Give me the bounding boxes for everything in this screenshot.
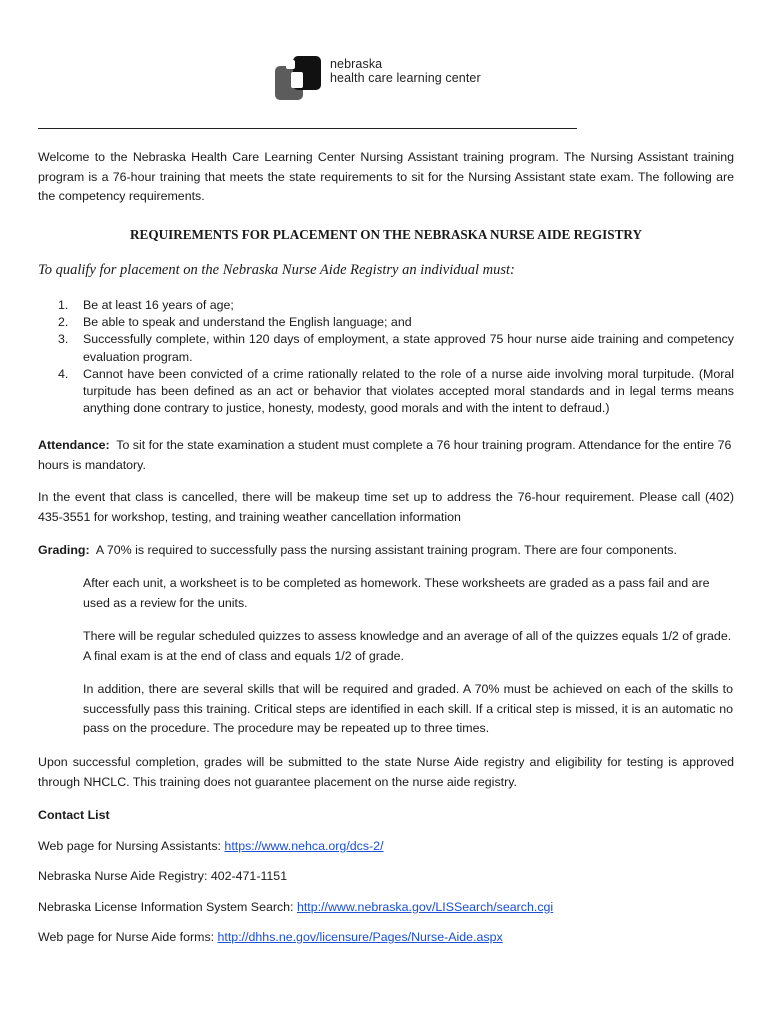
contact-list-title bbox=[38, 806, 734, 826]
list-item bbox=[38, 314, 734, 331]
logo bbox=[275, 52, 515, 102]
list-item bbox=[38, 331, 734, 365]
quizzes-paragraph: There will be regular scheduled quizzes to assess knowledge and an average of all of the quizzes equals 1/2 of grade. A final exam is at the end of class and equals 1/2 of grade. bbox=[83, 629, 732, 663]
attendance-text: To sit for the state examination a student must complete a 76 hour training program. Attendance for the entire 76 hours is mandatory. bbox=[38, 438, 732, 472]
list-item-text: Be able to speak and understand the English language; and bbox=[83, 315, 412, 330]
list-item-number: 4. bbox=[58, 366, 69, 381]
list-item-text: Successfully complete, within 120 days of employment, a state approved 75 hour nurse aide training and competency evaluation program. bbox=[83, 332, 734, 364]
contact-license-label: Nebraska License Information System Search: bbox=[38, 900, 297, 914]
nursing-assistants-link[interactable]: https://www.nehca.org/dcs-2/ bbox=[224, 839, 384, 853]
list-item-number: 2. bbox=[58, 315, 69, 330]
contact-web-label: Web page for Nursing Assistants: bbox=[38, 839, 225, 853]
nhclc-logo-icon bbox=[275, 52, 323, 100]
skills-paragraph: In addition, there are several skills that will be required and graded. A 70% must be achieved on each of the skills to successfully pass this training. Critical steps are identified in each skill. If a critical step is missed, it is an automatic no pass on the procedure. The procedure may be repeated up to three times. bbox=[83, 682, 733, 735]
attendance-paragraph bbox=[38, 436, 734, 475]
horizontal-rule bbox=[38, 128, 577, 129]
license-search-link[interactable]: http://www.nebraska.gov/LISSearch/search.cgi bbox=[296, 900, 554, 914]
contact-list-heading: Contact List bbox=[38, 808, 110, 822]
contact-registry-line: Nebraska Nurse Aide Registry: 402-471-1151 bbox=[38, 869, 288, 883]
list-item bbox=[38, 297, 734, 314]
grading-text: A 70% is required to successfully pass the nursing assistant training program. There are four components. bbox=[95, 543, 677, 557]
grading-paragraph bbox=[38, 541, 734, 561]
requirements-heading: REQUIREMENTS FOR PLACEMENT ON THE NEBRASKA NURSE AIDE REGISTRY bbox=[130, 227, 642, 242]
contact-web-line bbox=[38, 837, 734, 857]
list-item bbox=[38, 366, 734, 418]
worksheets-paragraph: After each unit, a worksheet is to be completed as homework. These worksheets are graded as a pass fail and are used as a review for the units. bbox=[83, 576, 710, 610]
list-item-number: 1. bbox=[58, 298, 69, 312]
attendance-label: Attendance: bbox=[38, 438, 110, 452]
logo-line-2: health care learning center bbox=[330, 71, 481, 85]
contact-forms-label: Web page for Nurse Aide forms: bbox=[38, 930, 218, 944]
list-item-text: Be at least 16 years of age; bbox=[83, 298, 234, 312]
list-item-number: 3. bbox=[58, 332, 69, 347]
completion-paragraph: Upon successful completion, grades will be submitted to the state Nurse Aide registry and eligibility for testing is approved through NHCLC. This training does not guarantee placement on the nurse aide registry. bbox=[38, 755, 734, 789]
logo-line-1: nebraska bbox=[330, 57, 383, 71]
requirements-list bbox=[38, 297, 734, 417]
requirements-subheading: To qualify for placement on the Nebraska Nurse Aide Registry an individual must: bbox=[38, 262, 515, 278]
nurse-aide-forms-link[interactable]: http://dhhs.ne.gov/licensure/Pages/Nurse-Aide.aspx bbox=[217, 930, 503, 944]
cancellation-paragraph: In the event that class is cancelled, there will be makeup time set up to address the 76-hour requirement. Please call (402) 435-3551 for workshop, testing, and training weather cancellation information bbox=[38, 490, 734, 524]
list-item-text: Cannot have been convicted of a crime rationally related to the role of a nurse aide involving moral turpitude. (Moral turpitude has been defined as an act or behavior that violates accepted moral standards and in legal terms means anything done contrary to justice, honesty, modesty, good morals and with the intent to defraud.) bbox=[83, 366, 734, 416]
logo-text bbox=[330, 57, 481, 85]
contact-forms-line bbox=[38, 928, 734, 948]
grading-label: Grading: bbox=[38, 543, 90, 557]
contact-license-line bbox=[38, 898, 734, 918]
intro-paragraph: Welcome to the Nebraska Health Care Learning Center Nursing Assistant training program. The Nursing Assistant training program is a 76-hour training that meets the state requirements to sit for the Nursing Assistant state exam. The following are the competency requirements. bbox=[38, 150, 734, 203]
